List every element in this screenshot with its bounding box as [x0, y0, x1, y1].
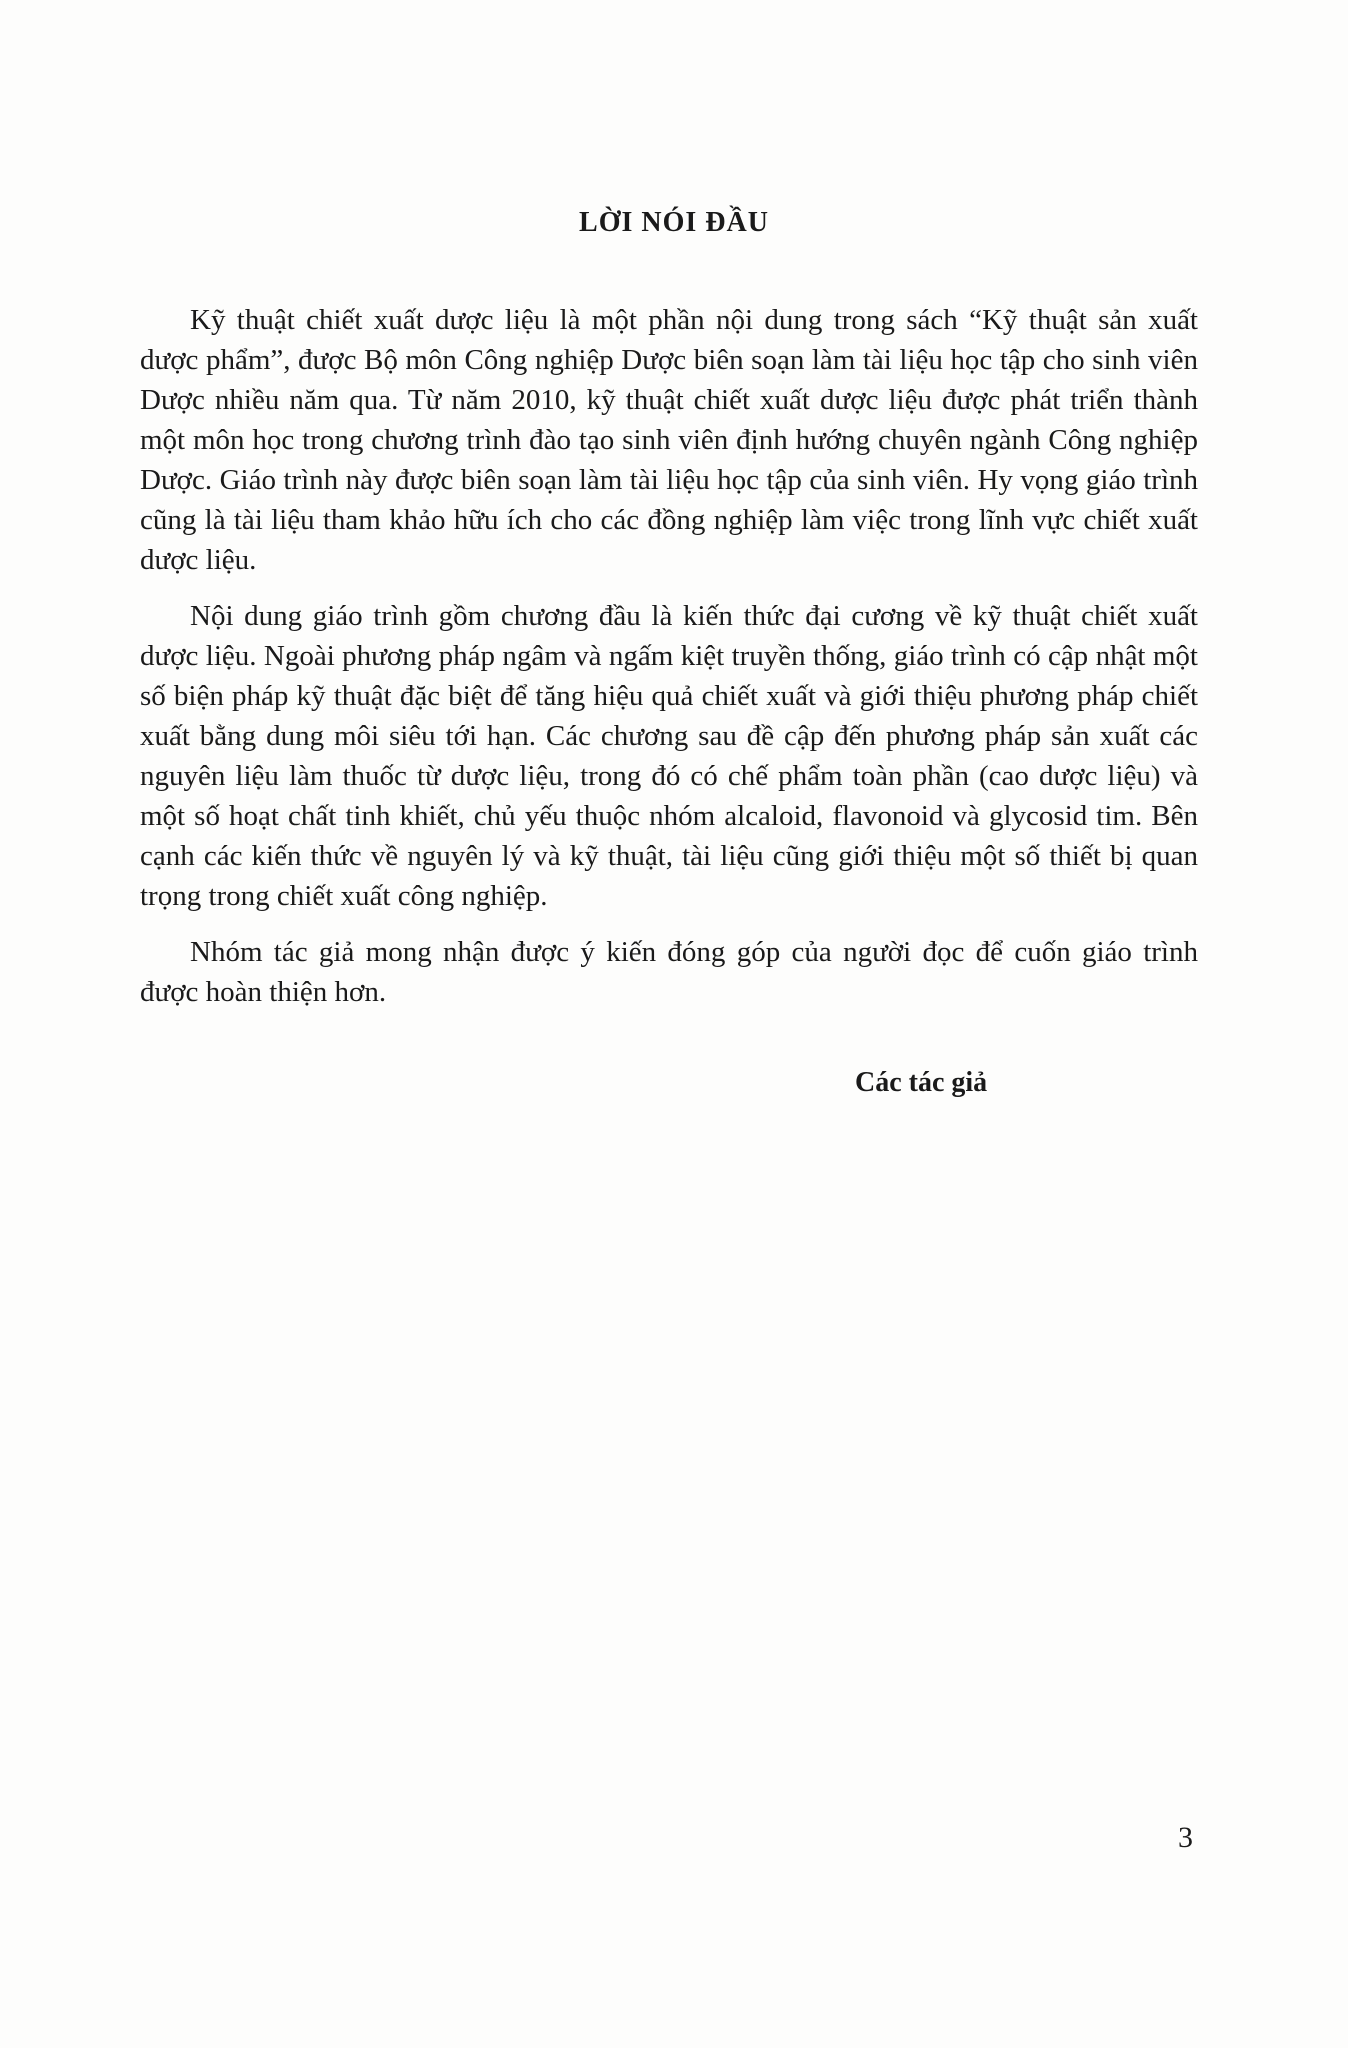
paragraph-1: Kỹ thuật chiết xuất dược liệu là một phần nội dung trong sách “Kỹ thuật sản xuất dược phẩm”, được Bộ môn Công nghiệp Dược biên soạn làm tài liệu học tập cho sinh viên Dược nhiều năm qua. Từ năm 2010, kỹ thuật chiết xuất dược liệu được phát triển thành một môn học trong chương trình đào tạo sinh viên định hướng chuyên ngành Công nghiệp Dược. Giáo trình này được biên soạn làm tài liệu học tập của sinh viên. Hy vọng giáo trình cũng là tài liệu tham khảo hữu ích cho các đồng nghiệp làm việc trong lĩnh vực chiết xuất dược liệu.	[140, 304, 1198, 576]
paragraph-2: Nội dung giáo trình gồm chương đầu là kiến thức đại cương về kỹ thuật chiết xuất dược liệu. Ngoài phương pháp ngâm và ngấm kiệt truyền thống, giáo trình có cập nhật một số biện pháp kỹ thuật đặc biệt để tăng hiệu quả chiết xuất và giới thiệu phương pháp chiết xuất bằng dung môi siêu tới hạn. Các chương sau đề cập đến phương pháp sản xuất các nguyên liệu làm thuốc từ dược liệu, trong đó có chế phẩm toàn phần (cao dược liệu) và một số hoạt chất tinh khiết, chủ yếu thuộc nhóm alcaloid, flavonoid và glycosid tim. Bên cạnh các kiến thức về nguyên lý và kỹ thuật, tài liệu cũng giới thiệu một số thiết bị quan trọng trong chiết xuất công nghiệp.	[140, 600, 1198, 912]
page-title: LỜI NÓI ĐẦU	[579, 207, 769, 238]
paragraph-3: Nhóm tác giả mong nhận được ý kiến đóng góp của người đọc để cuốn giáo trình được hoàn thiện hơn.	[140, 936, 1198, 1008]
author-signature: Các tác giả	[855, 1067, 988, 1098]
page-number: 3	[1178, 1821, 1193, 1854]
preface-body	[140, 300, 1198, 1028]
